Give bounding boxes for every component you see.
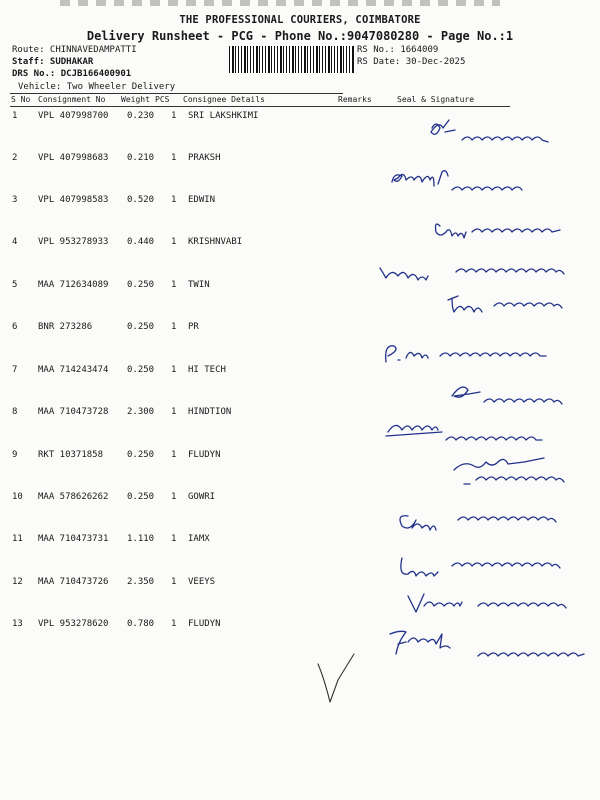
row-consignment: MAA 578626262 xyxy=(38,492,109,502)
row-pcs: 1 xyxy=(171,280,177,290)
rs-date: RS Date: 30-Dec-2025 xyxy=(357,57,466,67)
row-pcs: 1 xyxy=(171,111,177,121)
row-pcs: 1 xyxy=(171,577,177,587)
row-pcs: 1 xyxy=(171,365,177,375)
row-sno: 12 xyxy=(12,577,23,587)
row-sno: 4 xyxy=(12,237,18,247)
row-consignment: RKT 10371858 xyxy=(38,450,104,460)
route-label: Route: CHINNAVEDAMPATTI xyxy=(12,45,137,55)
row-consignment: MAA 710473726 xyxy=(38,577,109,587)
row-pcs: 1 xyxy=(171,619,177,629)
col-sno: S No xyxy=(11,95,31,104)
row-sno: 7 xyxy=(12,365,18,375)
row-pcs: 1 xyxy=(171,534,177,544)
row-sno: 8 xyxy=(12,407,18,417)
row-consignment: MAA 714243474 xyxy=(38,365,109,375)
row-consignee: GOWRI xyxy=(188,492,216,502)
signature-row-2 xyxy=(392,171,522,190)
row-consignment: BNR 273286 xyxy=(38,322,93,332)
row-consignee: SRI LAKSHKIMI xyxy=(188,111,259,121)
col-weight: Weight xyxy=(121,95,150,104)
row-sno: 13 xyxy=(12,619,23,629)
row-weight: 2.300 xyxy=(127,407,155,417)
row-consignment: VPL 407998683 xyxy=(38,153,109,163)
col-pcs: PCS xyxy=(155,95,170,104)
row-sno: 1 xyxy=(12,111,18,121)
row-weight: 0.780 xyxy=(127,619,155,629)
row-sno: 3 xyxy=(12,195,18,205)
row-consignee: IAMX xyxy=(188,534,210,544)
row-sno: 11 xyxy=(12,534,23,544)
signature-row-12 xyxy=(408,594,566,612)
signature-row-7 xyxy=(452,387,562,404)
signature-row-10 xyxy=(400,516,556,530)
col-consignee: Consignee Details xyxy=(183,95,265,104)
drs-number: DRS No.: DCJB166400901 xyxy=(12,69,132,79)
row-weight: 0.210 xyxy=(127,153,155,163)
row-pcs: 1 xyxy=(171,450,177,460)
row-consignee: KRISHNVABI xyxy=(188,237,243,247)
row-pcs: 1 xyxy=(171,153,177,163)
row-consignee: HINDTION xyxy=(188,407,232,417)
row-pcs: 1 xyxy=(171,407,177,417)
row-sno: 5 xyxy=(12,280,18,290)
row-weight: 0.250 xyxy=(127,492,155,502)
row-consignment: VPL 953278620 xyxy=(38,619,109,629)
signature-row-6 xyxy=(386,346,546,362)
signature-row-8 xyxy=(386,425,542,440)
check-mark xyxy=(318,654,354,702)
company-name: THE PROFESSIONAL COURIERS, COIMBATORE xyxy=(179,14,421,26)
row-consignee: EDWIN xyxy=(188,195,216,205)
row-pcs: 1 xyxy=(171,195,177,205)
row-sno: 6 xyxy=(12,322,18,332)
row-weight: 1.110 xyxy=(127,534,155,544)
signature-row-3 xyxy=(436,224,561,238)
row-weight: 0.520 xyxy=(127,195,155,205)
row-weight: 2.350 xyxy=(127,577,155,587)
signature-row-13 xyxy=(390,631,584,656)
signature-row-5 xyxy=(448,296,562,312)
row-consignee: PR xyxy=(188,322,199,332)
col-remarks: Remarks xyxy=(338,95,372,104)
col-seal-signature: Seal & Signature xyxy=(397,95,475,104)
staff-label: Staff: SUDHAKAR xyxy=(12,57,94,67)
row-pcs: 1 xyxy=(171,237,177,247)
signature-row-1 xyxy=(431,120,548,142)
row-consignment: VPL 953278933 xyxy=(38,237,109,247)
rs-number: RS No.: 1664009 xyxy=(357,45,439,55)
row-consignee: TWIN xyxy=(188,280,210,290)
row-consignment: MAA 710473728 xyxy=(38,407,109,417)
row-consignment: MAA 710473731 xyxy=(38,534,109,544)
row-consignment: VPL 407998583 xyxy=(38,195,109,205)
row-weight: 0.250 xyxy=(127,322,155,332)
signature-row-11 xyxy=(401,558,560,576)
row-pcs: 1 xyxy=(171,492,177,502)
row-weight: 0.440 xyxy=(127,237,155,247)
row-consignee: FLUDYN xyxy=(188,450,221,460)
row-consignee: VEEYS xyxy=(188,577,216,587)
row-pcs: 1 xyxy=(171,322,177,332)
runsheet-title: Delivery Runsheet - PCG - Phone No.:9047080280 - Page No.:1 xyxy=(86,29,514,43)
col-consignment: Consignment No xyxy=(38,95,106,104)
row-weight: 0.250 xyxy=(127,450,155,460)
row-sno: 2 xyxy=(12,153,18,163)
row-consignment: MAA 712634089 xyxy=(38,280,109,290)
signature-row-4 xyxy=(380,268,564,280)
row-sno: 9 xyxy=(12,450,18,460)
row-consignee: HI TECH xyxy=(188,365,226,375)
row-weight: 0.230 xyxy=(127,111,155,121)
row-weight: 0.250 xyxy=(127,365,155,375)
vehicle-label: Vehicle: Two Wheeler Delivery xyxy=(10,82,343,94)
row-weight: 0.250 xyxy=(127,280,155,290)
row-consignee: PRAKSH xyxy=(188,153,221,163)
row-consignment: VPL 407998700 xyxy=(38,111,109,121)
row-sno: 10 xyxy=(12,492,23,502)
signature-row-9 xyxy=(454,458,564,484)
row-consignee: FLUDYN xyxy=(188,619,221,629)
